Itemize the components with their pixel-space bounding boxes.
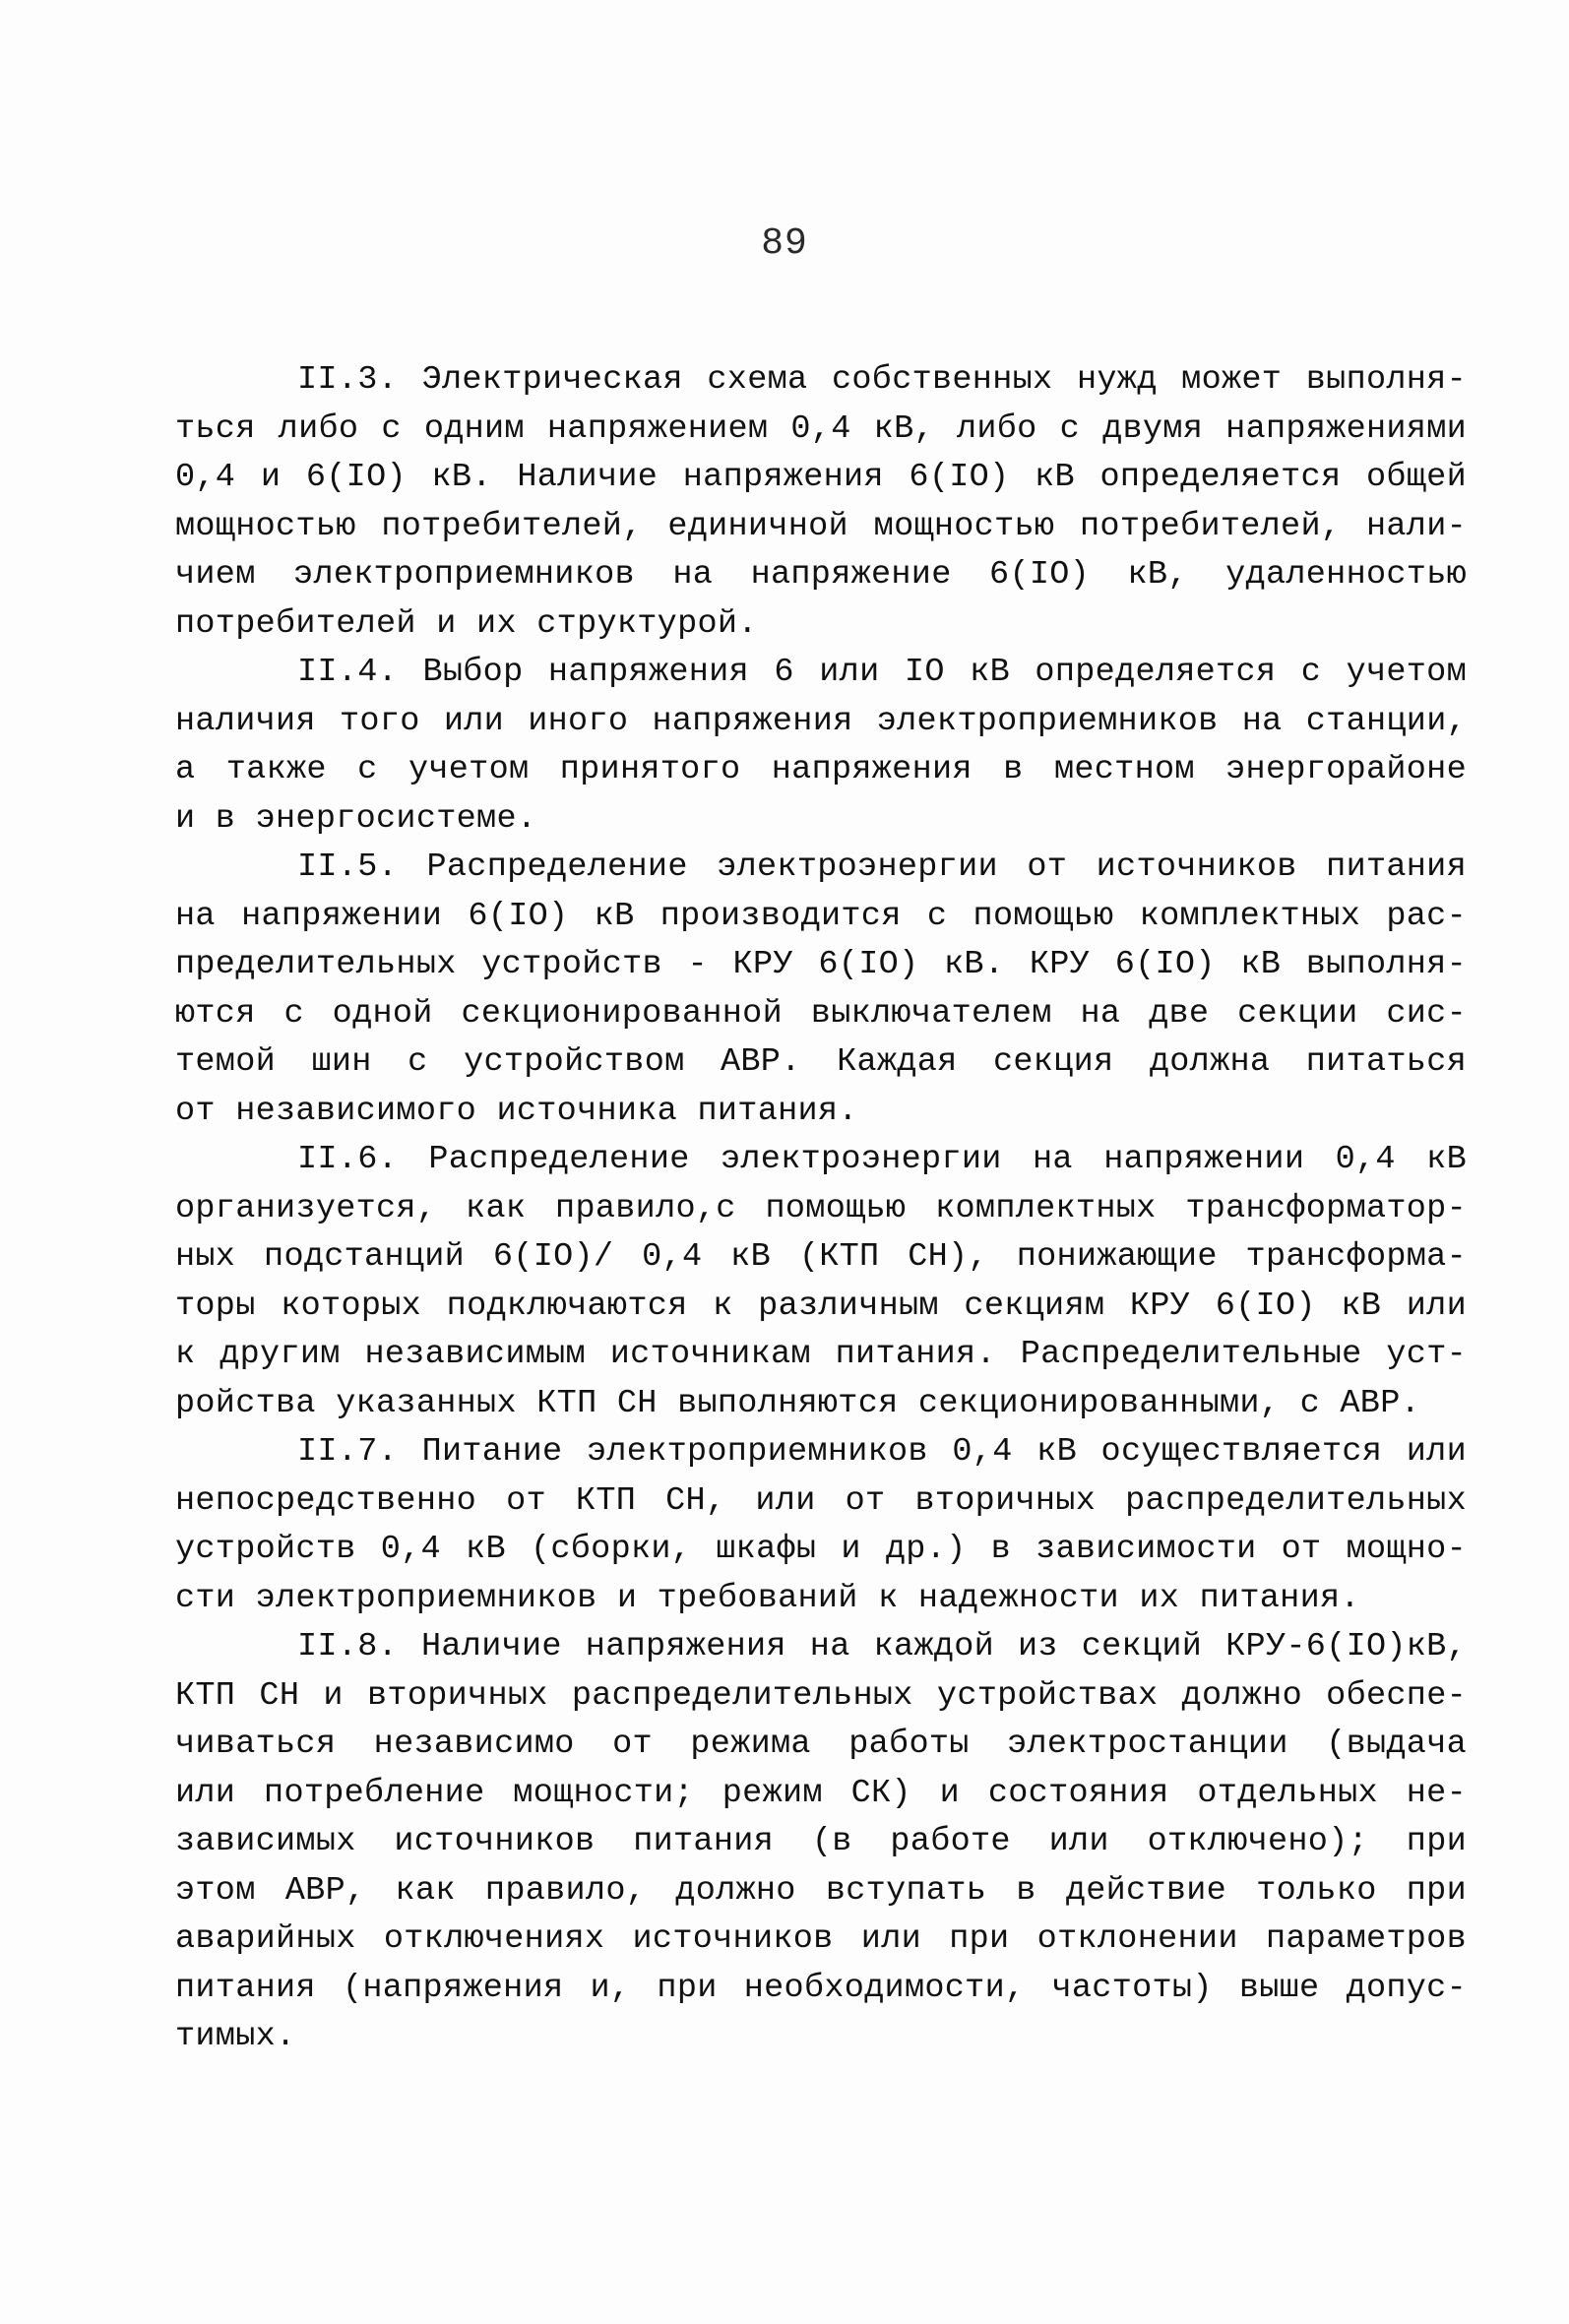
text-line: аварийных отключениях источников или при отклонении параметров [175,1920,1467,1958]
text-line: от независимого источника питания. [175,1092,858,1130]
text-line: и в энергосистеме. [175,799,537,838]
text-line: устройств 0,4 кВ (сборки, шкафы и др.) в зависимости от мощно- [175,1531,1467,1568]
text-line: чием электроприемников на напряжение 6(IO) кВ, удаленностью [175,556,1467,594]
text-line: пределительных устройств - КРУ 6(IO) кВ. КРУ 6(IO) кВ выполня- [175,946,1467,983]
text-line: II.7. Питание электроприемников 0,4 кВ осуществляется или [297,1433,1467,1471]
text-line: а также с учетом принятого напряжения в местном энергорайоне [175,751,1467,788]
text-line: торы которых подключаются к различным секциям КРУ 6(IO) кВ или [175,1287,1467,1325]
paragraph-11-3 [175,356,1467,649]
text-line: тимых. [175,2018,296,2055]
text-line: чиваться независимо от режима работы электростанции (выдача [175,1726,1467,1763]
text-line: сти электроприемников и требований к надежности их питания. [175,1579,1360,1617]
text-line: или потребление мощности; режим СК) и состояния отдельных не- [175,1774,1467,1812]
text-line: потребителей и их структурой. [175,604,758,643]
text-line: темой шин с устройством АВР. Каждая секция должна питаться [175,1043,1467,1081]
text-line: 0,4 и 6(IO) кВ. Наличие напряжения 6(IO) кВ определяется общей [175,459,1467,496]
page-number: 89 [761,222,808,265]
text-line: к другим независимым источникам питания. Распределительные уст- [175,1336,1467,1373]
text-line: II.8. Наличие напряжения на каждой из секций КРУ-6(IO)кВ, [297,1628,1467,1665]
paragraph-11-4 [175,649,1467,844]
text-line: на напряжении 6(IO) кВ производится с помощью комплектных рас- [175,897,1467,935]
text-line: наличия того или иного напряжения электроприемников на станции, [175,702,1467,740]
text-line: КТП СН и вторичных распределительных устройствах должно обеспе- [175,1676,1467,1715]
text-line: этом АВР, как правило, должно вступать в действие только при [175,1871,1467,1910]
body-text [175,356,1467,2062]
text-line: II.5. Распределение электроэнергии от источников питания [297,848,1467,886]
text-line: ются с одной секционированной выключателем на две секции сис- [175,994,1467,1033]
text-line: зависимых источников питания (в работе или отключено); при [175,1823,1467,1860]
text-line: питания (напряжения и, при необходимости, частоты) выше допус- [175,1969,1467,2007]
text-line: II.6. Распределение электроэнергии на напряжении 0,4 кВ [297,1141,1467,1178]
paragraph-11-6 [175,1136,1467,1428]
paragraph-11-8 [175,1623,1467,2062]
text-line: ройства указанных КТП СН выполняются секционированными, с АВР. [175,1384,1421,1422]
text-line: мощностью потребителей, единичной мощностью потребителей, нали- [175,507,1467,545]
text-line: II.4. Выбор напряжения 6 или IO кВ определяется с учетом [297,654,1467,691]
paragraph-11-7 [175,1428,1467,1623]
text-line: непосредственно от КТП СН, или от вторичных распределительных [175,1481,1467,1520]
text-line: организуется, как правило,с помощью комплектных трансформатор- [175,1189,1467,1227]
paragraph-11-5 [175,844,1467,1136]
text-line: II.3. Электрическая схема собственных нужд может выполня- [297,361,1467,399]
text-line: ться либо с одним напряжением 0,4 кВ, либо с двумя напряжениями [175,409,1467,448]
text-line: ных подстанций 6(IO)/ 0,4 кВ (КТП СН), понижающие трансформа- [175,1238,1467,1276]
